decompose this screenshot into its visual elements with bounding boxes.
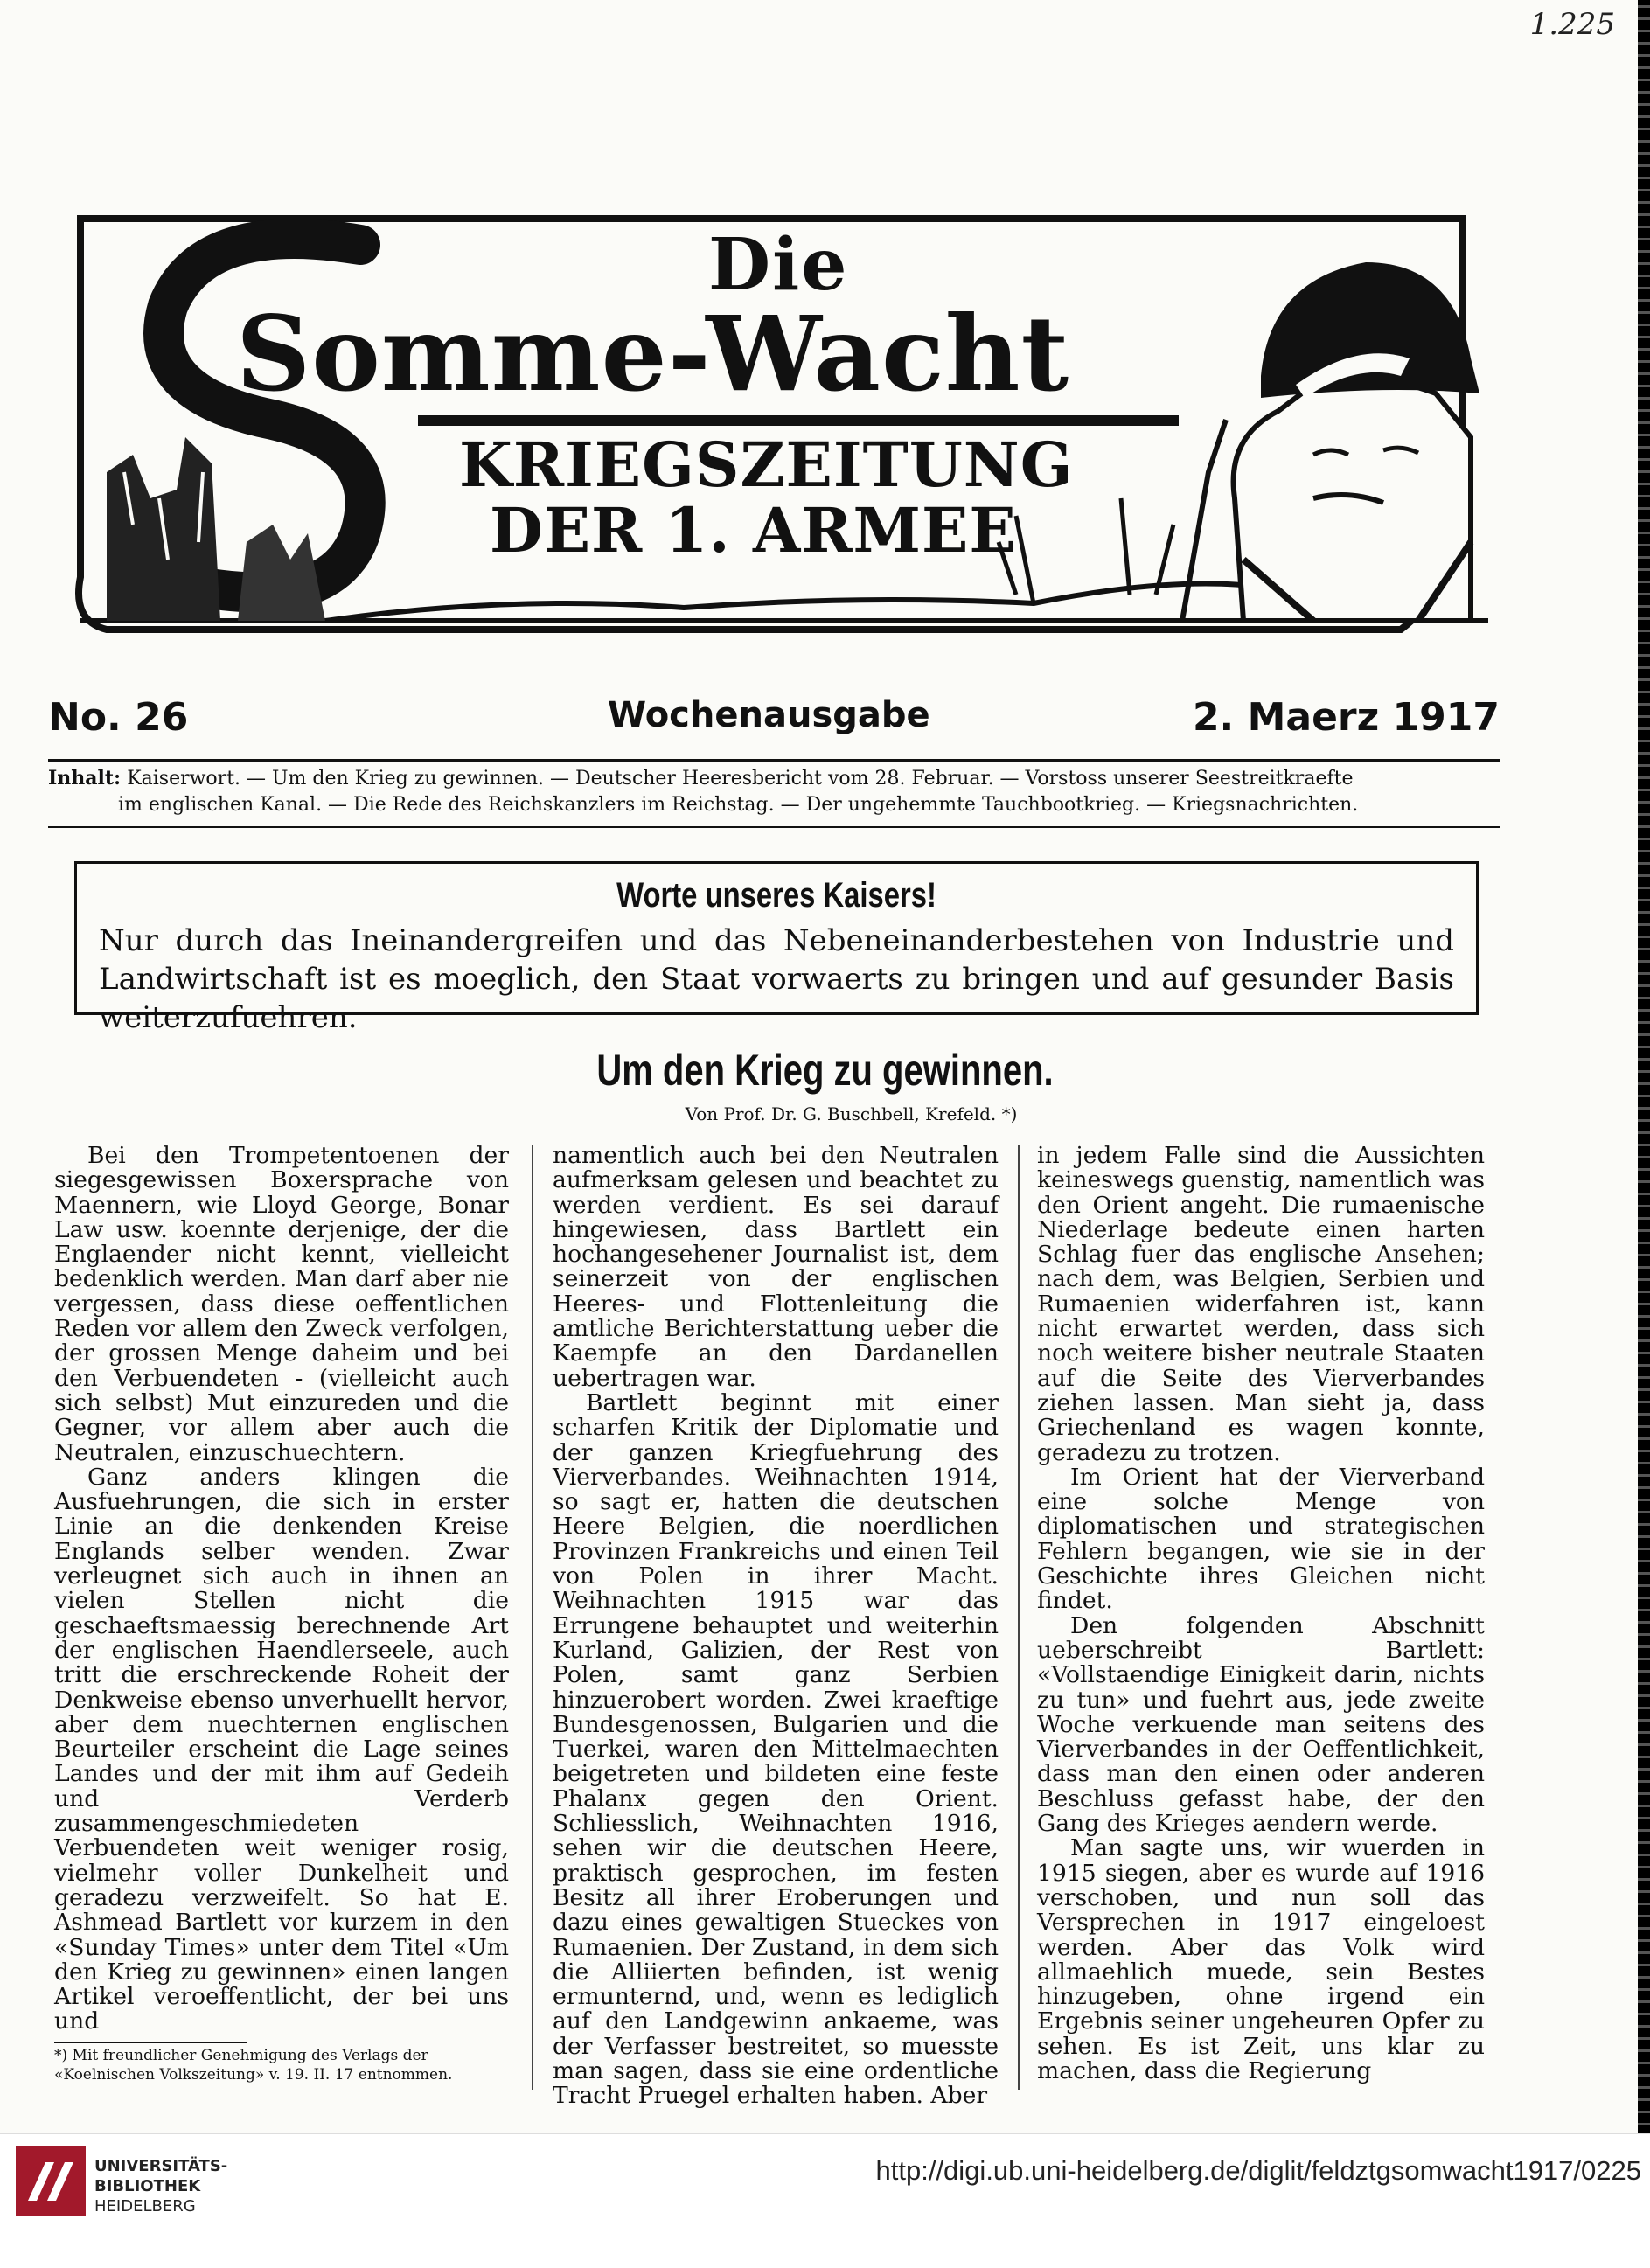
paragraph: in jedem Falle sind die Aussichten keineswegs guenstig, namentlich was den Orient angeht. Die rumaenische Niederlage bedeute einen harten Schlag fuer das englische Ansehen; nach dem, was Belgien, Serbien und Rumaenien widerfahren ist, kann nicht erwartet werden, dass sich noch weitere bisher neutrale Staaten auf die Seite des Vierverbandes ziehen lassen. Man sieht ja, dass Griechenland es wagen konnte, geradezu zu trotzen. — [1037, 1142, 1485, 1466]
article-column-3 — [1037, 1144, 1485, 2088]
issue-number: No. 26 — [48, 695, 189, 740]
masthead-subtitle-1: KRIEGSZEITUNG — [459, 428, 1074, 501]
library-name-line-3: HEIDELBERG — [94, 2197, 196, 2216]
digitization-footer — [0, 2133, 1650, 2268]
issue-date: 2. Maerz 1917 — [1192, 695, 1500, 740]
article-column-1 — [54, 1144, 509, 2062]
article-column-2 — [553, 1142, 999, 2110]
library-name-line-1: UNIVERSITÄTS- — [94, 2157, 228, 2175]
footnote: *) Mit freundlicher Genehmigung des Verlags der «Koelnischen Volkszeitung» v. 19. II. 17 entnommen. — [54, 2047, 453, 2084]
masthead — [0, 0, 1650, 664]
paragraph: Den folgenden Abschnitt ueberschreibt Bartlett: «Vollstaendige Einigkeit darin, nichts zu tun» und fuehrt aus, jede zweite Woche verkuende man seitens des Vierverbandes in der Oeffentlichkeit, dass man den einen oder anderen Beschluss gefasst habe, der den Gang des Krieges aendern werde. — [1037, 1611, 1485, 1838]
column-divider — [532, 1145, 533, 2090]
column-divider — [1018, 1145, 1020, 2090]
contents-label: Inhalt: — [48, 767, 122, 790]
article-title: Um den Krieg zu gewinnen. — [596, 1046, 1054, 1095]
article-byline: Von Prof. Dr. G. Buschbell, Krefeld. *) — [685, 1103, 1018, 1124]
issue-edition: Wochenausgabe — [608, 695, 930, 735]
divider — [48, 759, 1500, 762]
masthead-subtitle-2: DER 1. ARMEE — [490, 494, 1017, 567]
paragraph: Man sagte uns, wir wuerden in 1915 siegen, aber es wurde auf 1916 verschoben, und nun soll das Versprechen in 1917 eingeloest werden. Aber das Volk wird allmaehlich muede, sein Bestes hinzugeben, ohne irgend ein Ergebnis seiner ungeheuren Opfer zu sehen. Es ist Zeit, uns klar zu machen, dass die Regierung — [1037, 1834, 1485, 2084]
source-url-link[interactable]: http://digi.ub.uni-heidelberg.de/diglit/feldztgsomwacht1917/0225 — [875, 2155, 1641, 2186]
masthead-die: Die — [708, 223, 849, 307]
issue-line — [48, 695, 1500, 748]
divider — [48, 826, 1500, 828]
handwritten-page-number: 1.225 — [1529, 7, 1615, 42]
footnote-rule — [54, 2042, 247, 2043]
masthead-rule — [418, 415, 1179, 426]
kaiser-quote-title: Worte unseres Kaisers! — [616, 876, 936, 915]
library-name — [94, 2156, 227, 2216]
table-of-contents — [48, 765, 1504, 818]
paragraph: Im Orient hat der Vierverband eine solche Menge von diplomatischen und strategischen Fehlern begangen, wie sie in der Geschichte ihres Gleichen nicht findet. — [1037, 1463, 1485, 1615]
contents-line-2: im englischen Kanal. — Die Rede des Reichskanzlers im Reichstag. — Der ungehemmte Tauchbootkrieg. — Kriegsnachrichten. — [118, 794, 1359, 816]
paragraph: namentlich auch bei den Neutralen aufmerksam gelesen und beachtet zu werden verdient. Es sei darauf hingewiesen, dass Bartlett ein hochangesehener Journalist ist, dem seinerzeit von der englischen Heeres- und Flottenleitung die amtliche Berichterstattung ueber die Kaempfe an den Dardanellen uebertragen war. — [553, 1142, 999, 1392]
paragraph: Bei den Trompetentoenen der siegesgewissen Boxersprache von Maennern, wie Lloyd George, Bonar Law usw. koennte derjenige, der die Englaender nicht kennt, vielleicht bedenklich werden. Man darf aber nie vergessen, dass diese oeffentlichen Reden vor allem den Zweck verfolgen, der grossen Menge daheim und bei den Verbuendeten - (vielleicht auch sich selbst) Mut einzureden und die Gegner, vor allem aber auch die Neutralen, einzuschuechtern. — [54, 1142, 509, 1466]
kaiser-quote-text: Nur durch das Ineinandergreifen und das Nebeneinanderbestehen von Industrie und Landwirtschaft ist es moeglich, den Staat vorwaerts zu bringen und auf gesunder Basis weiterzufuehren. — [99, 923, 1454, 1035]
paragraph: Ganz anders klingen die Ausfuehrungen, die sich in erster Linie an die denkenden Kreise Englands selber wenden. Zwar verleugnet sich auch in ihnen an vielen Stellen nicht die geschaeftsmaessig berechnende Art der englischen Haendlerseele, auch tritt die erschreckende Roheit der Denkweise ebenso unverhuellt hervor, aber dem nuechternen englischen Beurteiler erscheint die Lage seines Landes und der mit ihm auf Gedeih und Verderb zusammengeschmiedeten Verbuendeten weit weniger rosig, vielmehr voller Dunkelheit und geradezu verzweifelt. So hat E. Ashmead Bartlett vor kurzem in den «Sunday Times» unter dem Titel «Um den Krieg zu gewinnen» einen langen Artikel veroeffentlicht, der bei uns und — [54, 1463, 509, 2035]
kaiser-quote-box — [74, 861, 1479, 1035]
contents-line-1: Kaiserwort. — Um den Krieg zu gewinnen. — Deutscher Heeresbericht vom 28. Februar. — Vorstoss unserer Seestreitkraefte — [127, 768, 1354, 790]
paragraph: Bartlett beginnt mit einer scharfen Kritik der Diplomatie und der ganzen Kriegfuehrung des Vierverbandes. Weihnachten 1914, so sagt er, hatten die deutschen Heere Belgien, die noerdlichen Provinzen Frankreichs und einen Teil von Polen in ihrer Macht. Weihnachten 1915 war das Errungene behauptet und weiterhin Kurland, Galizien, der Rest von Polen, samt ganz Serbien hinzuerobert worden. Zwei kraeftige Bundesgenossen, Bulgarien und die Tuerkei, waren den Mittelmaechten beigetreten und bildeten eine feste Phalanx gegen den Orient. Schliesslich, Weihnachten 1916, sehen wir die deutschen Heere, praktisch gesprochen, im festen Besitz all ihrer Eroberungen und dazu eines gewaltigen Stueckes von Rumaenien. Der Zustand, in dem sich die Alliierten befinden, ist wenig ermunternd, und, wenn es lediglich auf den Landgewinn ankaeme, was der Verfasser bestreitet, so muesste man sagen, dass sie eine ordentliche Tracht Pruegel erhalten haben. Aber — [553, 1388, 999, 2110]
library-name-line-2: BIBLIOTHEK — [94, 2177, 201, 2195]
library-logo-icon — [16, 2146, 86, 2216]
masthead-title: Somme-Wacht — [236, 293, 1070, 414]
